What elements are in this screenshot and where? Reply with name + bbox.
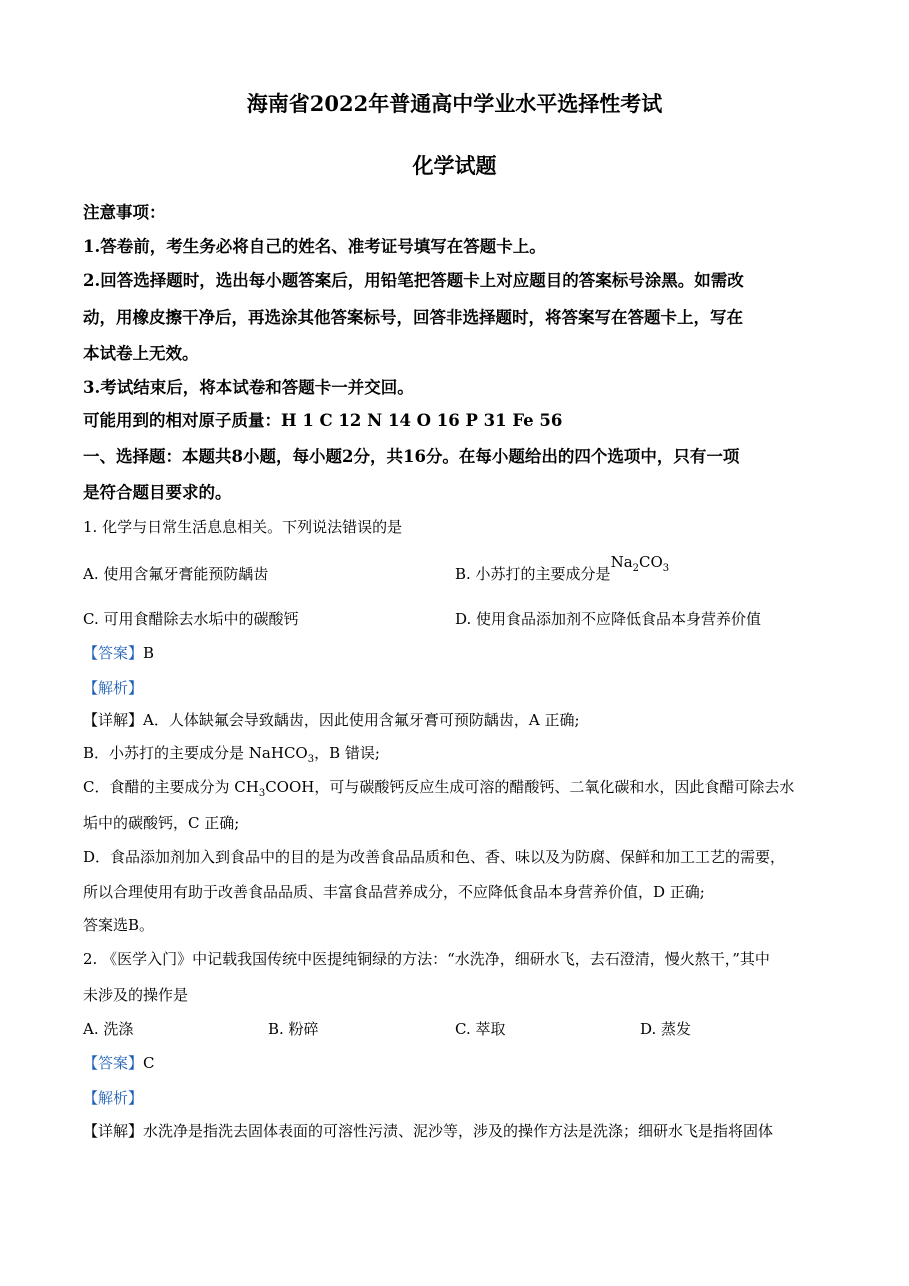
q1-detail-line-6: 所以合理使用有助于改善食品品质、丰富食品营养成分，不应降低食品本身营养价值，D 正确; [83, 883, 705, 901]
q2-stem-line-1: 2. 《医学入门》中记载我国传统中医提纯铜绿的方法：“水洗净，细研水飞，去石澄清，慢火熬干，”其中 [83, 950, 770, 968]
notice-item-2-line-1: 2.回答选择题时，选出每小题答案后，用铅笔把答题卡上对应题目的答案标号涂黑。如需改 [83, 271, 744, 290]
notice-heading: 注意事项： [83, 203, 166, 222]
q1-detail-line-1: 【详解】A．人体缺氟会导致龋齿，因此使用含氟牙膏可预防龋齿，A 正确; [83, 711, 580, 729]
q1-detail-line-2: B．小苏打的主要成分是 NaHCO$_3$，B 错误; [83, 744, 380, 765]
q2-answer [83, 1056, 155, 1071]
section-1-heading-line-2: 是符合题目要求的。 [83, 483, 232, 502]
atomic-masses: 可能用到的相对原子质量：H 1 C 12 N 14 O 16 P 31 Fe 56 [83, 411, 563, 430]
answer-value: B [143, 644, 155, 662]
q1-analysis-tag: 【解析】 [83, 679, 144, 697]
q1-detail-line-5: D．食品添加剂加入到食品中的目的是为改善食品品质和色、香、味以及为防腐、保鲜和加工工艺的需要， [83, 848, 786, 866]
notice-item-3: 3.考试结束后，将本试卷和答题卡一并交回。 [83, 378, 414, 397]
exam-title: 海南省2022年普通高中学业水平选择性考试 [246, 91, 663, 116]
chemical-formula: $Na_2CO_3$ [610, 553, 670, 574]
detail-tag: 【详解】 [83, 1122, 144, 1140]
q2-option-b: B. 粉碎 [268, 1020, 319, 1038]
q1-detail-line-4: 垢中的碳酸钙，C 正确; [83, 814, 240, 832]
q1-option-c: C. 可用食醋除去水垢中的碳酸钙 [83, 610, 299, 628]
q1-option-a: A. 使用含氟牙膏能预防龋齿 [83, 565, 269, 583]
q1-stem: 1. 化学与日常生活息息相关。下列说法错误的是 [83, 518, 403, 536]
q1-detail-line-3: C．食醋的主要成分为 $CH_3COOH$，可与碳酸钙反应生成可溶的醋酸钙、二氧化碳和水，因此食醋可除去水 [83, 778, 795, 799]
q2-option-c: C. 萃取 [455, 1020, 506, 1038]
q1-conclusion: 答案选B。 [83, 916, 155, 934]
q2-stem-line-2: 未涉及的操作是 [83, 986, 189, 1004]
q1-option-b-text: B. 小苏打的主要成分是 [455, 565, 611, 583]
detail-tag: 【详解】 [83, 711, 144, 729]
notice-item-1: 1.答卷前，考生务必将自己的姓名、准考证号填写在答题卡上。 [83, 237, 546, 256]
q1-answer [83, 646, 154, 661]
q2-detail-line-1: 【详解】水洗净是指洗去固体表面的可溶性污渍、泥沙等，涉及的操作方法是洗涤；细研水飞是指将固体 [83, 1122, 774, 1140]
answer-tag: 【答案】 [83, 644, 144, 662]
notice-item-2-line-2: 动，用橡皮擦干净后，再选涂其他答案标号，回答非选择题时，将答案写在答题卡上，写在 [83, 308, 743, 327]
answer-tag: 【答案】 [83, 1054, 144, 1072]
q2-option-d: D. 蒸发 [640, 1020, 692, 1038]
notice-item-2-line-3: 本试卷上无效。 [83, 344, 199, 363]
q1-option-d: D. 使用食品添加剂不应降低食品本身营养价值 [455, 610, 762, 628]
answer-value: C [143, 1054, 155, 1072]
q1-option-b [455, 553, 670, 583]
q2-option-a: A. 洗涤 [83, 1020, 134, 1038]
q2-analysis-tag: 【解析】 [83, 1089, 144, 1107]
exam-subtitle: 化学试题 [412, 153, 497, 178]
section-1-heading-line-1: 一、选择题：本题共8小题，每小题2分，共16分。在每小题给出的四个选项中，只有一项 [83, 447, 740, 466]
